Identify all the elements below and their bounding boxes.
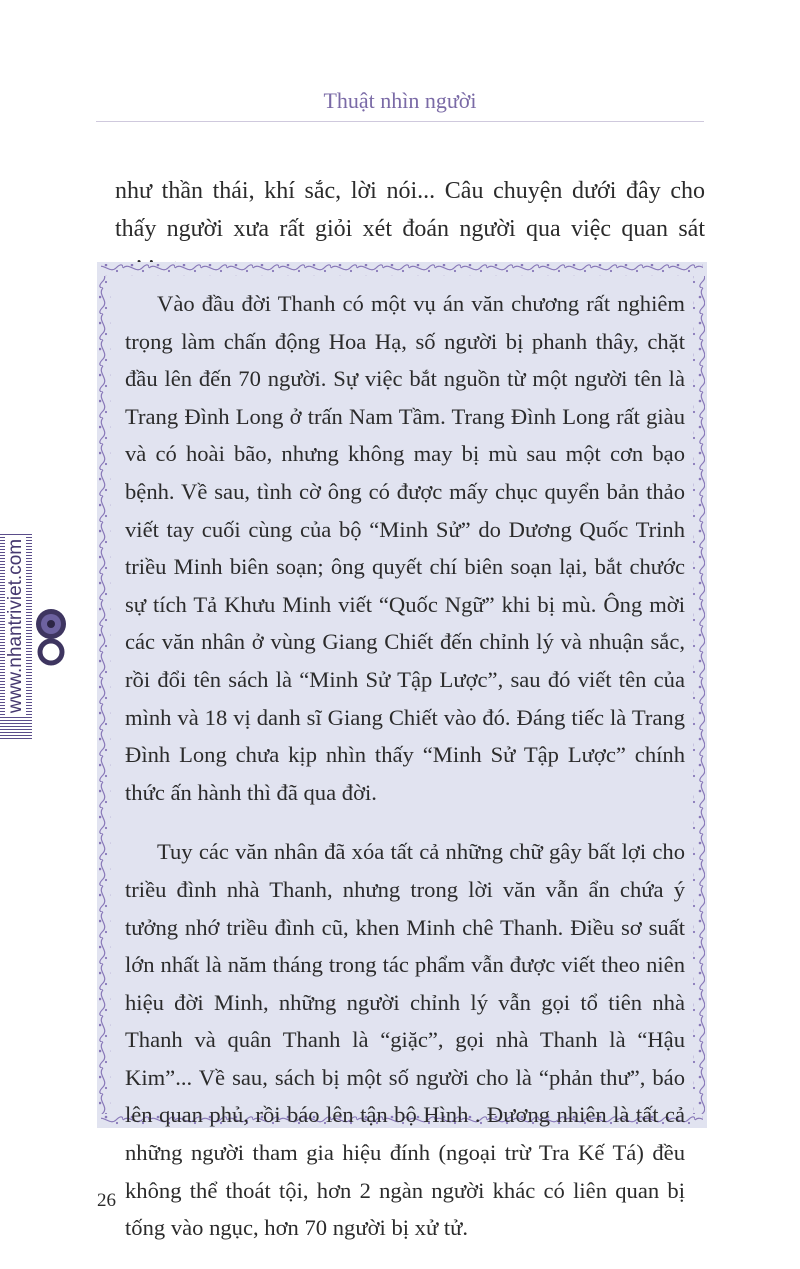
story-paragraph-1: Vào đầu đời Thanh có một vụ án văn chương rất nghiêm trọng làm chấn động Hoa Hạ, số người bị phanh thây, chặt đầu lên đến 70 người. Sự việc bắt nguồn từ một người tên là Trang Đình Long ở trấn Nam Tầm. Trang Đình Long rất giàu và có hoài bão, nhưng không may bị mù sau một cơn bạo bệnh. Về sau, tình cờ ông có được mấy chục quyển bản thảo viết tay cuối cùng của bộ “Minh Sử” do Dương Quốc Trinh triều Minh biên soạn; ông quyết chí biên soạn lại, bắt chước sự tích Tả Khưu Minh viết “Quốc Ngữ” khi bị mù. Ông mời các văn nhân ở vùng Giang Chiết đến chỉnh lý và nhuận sắc, rồi đổi tên sách là “Minh Sử Tập Lược”, sau đó viết tên của mình và 18 vị danh sĩ Giang Chiết vào đó. Đáng tiếc là Trang Đình Long chưa kịp nhìn thấy “Minh Sử Tập Lược” chính thức ấn hành thì đã qua đời. (125, 291, 685, 805)
door-knocker-icon (33, 604, 69, 668)
story-paragraph-2: Tuy các văn nhân đã xóa tất cả những chữ gây bất lợi cho triều đình nhà Thanh, nhưng trong lời văn vẫn ẩn chứa ý tưởng nhớ triều đình cũ, khen Minh chê Thanh. Điều sơ suất lớn nhất là năm tháng trong tác phẩm vẫn được viết theo niên hiệu đời Minh, những người chỉnh lý vẫn gọi tổ tiên nhà Thanh và quân Thanh là “giặc”, gọi nhà Thanh là “Hậu Kim”... Về sau, sách bị một số người cho là “phản thư”, báo lên quan phủ, rồi báo lên tận bộ Hình . Đương nhiên là tất cả những người tham gia hiệu đính (ngoại trừ Tra Kế Tá) đều không thể thoát tội, hơn 2 ngàn người khác có liên quan bị tống vào ngục, hơn 70 người bị xử tử. (125, 839, 685, 1241)
story-text (125, 285, 685, 1269)
header-rule (96, 121, 704, 122)
intro-paragraph: như thần thái, khí sắc, lời nói... Câu chuyện dưới đây cho thấy người xưa rất giỏi xét đoán người qua việc quan sát (115, 178, 705, 242)
website-url-text: www.nhantriviet.com (5, 535, 26, 717)
website-url (3, 526, 29, 726)
running-title: Thuật nhìn người (323, 88, 477, 113)
page-number: 26 (97, 1190, 116, 1211)
